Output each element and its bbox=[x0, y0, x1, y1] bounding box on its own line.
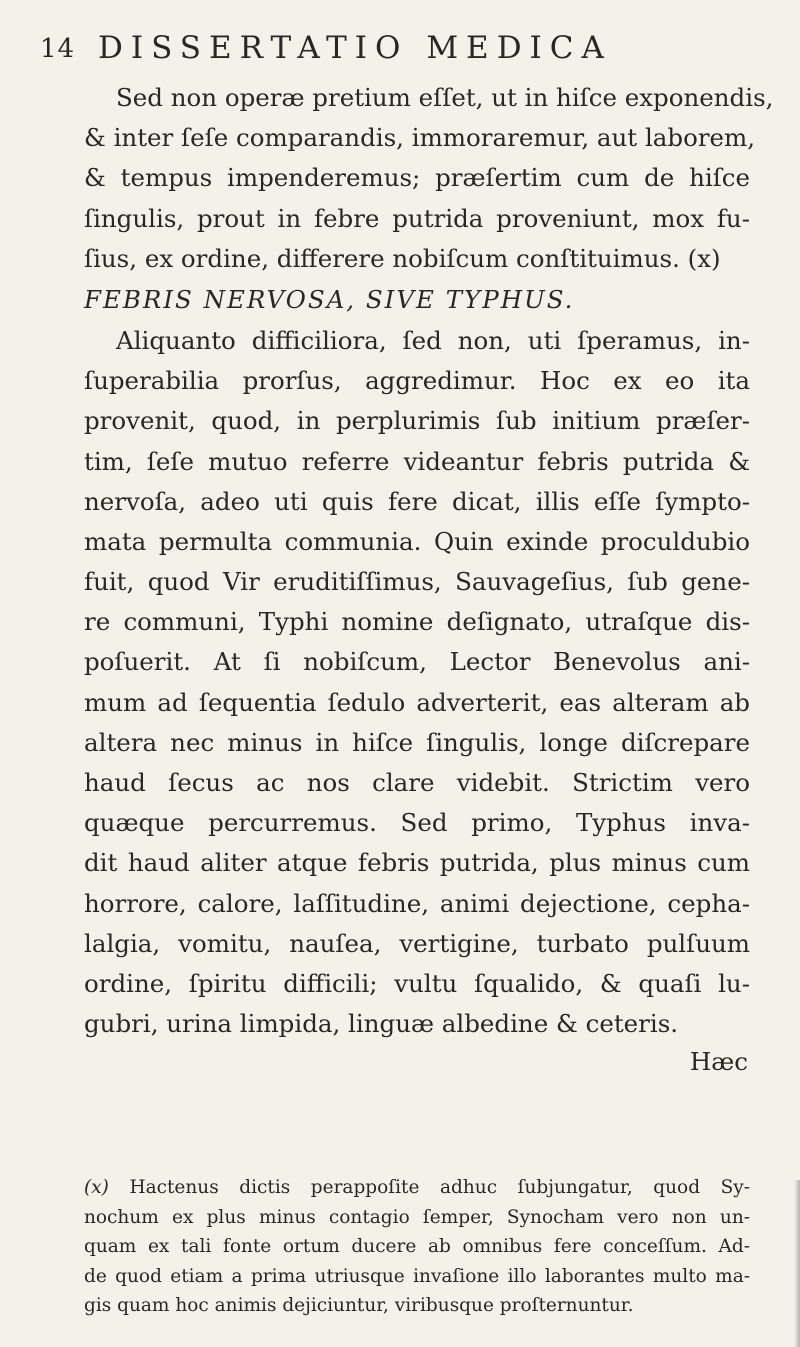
running-head: DISSERTATIO MEDICA bbox=[98, 30, 612, 66]
text-line: & tempus impenderemus; præſertim cum de hiſce bbox=[84, 163, 750, 193]
text-line: poſuerit. At ſi nobiſcum, Lector Benevolus ani- bbox=[84, 647, 750, 677]
section-heading: FEBRIS NERVOSA, SIVE TYPHUS. bbox=[84, 284, 575, 314]
text-line: mum ad ſequentia ſedulo adverterit, eas alteram ab bbox=[84, 687, 750, 717]
footnote-line: gis quam hoc animis dejiciuntur, viribusque proſternuntur. bbox=[84, 1295, 634, 1316]
text-line: fuit, quod Vir eruditiſſimus, Sauvageſius, ſub gene- bbox=[84, 567, 750, 597]
page-edge-shadow bbox=[794, 1180, 800, 1347]
text-line: lalgia, vomitu, nauſea, vertigine, turbato pulſuum bbox=[84, 928, 750, 958]
page-header bbox=[40, 30, 760, 70]
footnote-text: Hactenus dictis perappoſite adhuc ſubjungatur, quod Sy- bbox=[129, 1177, 750, 1198]
text-line: & inter ſeſe comparandis, immoraremur, aut laborem, bbox=[84, 123, 756, 153]
catchword: Hæc bbox=[689, 1047, 748, 1077]
footnote-line bbox=[84, 1173, 750, 1203]
text-line: re communi, Typhi nomine deſignato, utraſque dis- bbox=[84, 607, 750, 637]
text-line: dit haud aliter atque febris putrida, plus minus cum bbox=[84, 848, 750, 878]
text-line: Aliquanto difficiliora, ſed non, uti ſperamus, in- bbox=[116, 325, 750, 355]
text-line: nervoſa, adeo uti quis fere dicat, illis eſſe ſympto- bbox=[84, 486, 750, 516]
text-line: ordine, ſpiritu difficili; vultu ſqualido, & quaſi lu- bbox=[84, 968, 750, 998]
text-line: altera nec minus in hiſce ſingulis, longe diſcrepare bbox=[84, 727, 750, 757]
text-line: haud ſecus ac nos clare videbit. Strictim vero bbox=[84, 768, 750, 797]
page-number: 14 bbox=[40, 34, 76, 64]
text-line: provenit, quod, in perplurimis ſub initium præſer- bbox=[84, 406, 750, 436]
text-line: ſingulis, prout in febre putrida proveniunt, mox fu- bbox=[84, 203, 750, 233]
main-text bbox=[84, 78, 774, 1080]
text-line: horrore, calore, laſſitudine, animi dejectione, cepha- bbox=[84, 888, 750, 918]
footnote-line: quam ex tali fonte ortum ducere ab omnibus fere conceſſum. Ad- bbox=[84, 1236, 750, 1257]
footnote-line: de quod etiam a prima utriusque invaſione illo laborantes multo ma- bbox=[84, 1265, 750, 1287]
footnote bbox=[84, 1173, 750, 1321]
footnote-line: nochum ex plus minus contagio ſemper, Synocham vero non un- bbox=[84, 1206, 750, 1228]
text-line: quæque percurremus. Sed primo, Typhus inva- bbox=[84, 808, 750, 838]
text-line: Sed non operæ pretium eſſet, ut in hiſce exponendis, bbox=[116, 83, 774, 112]
text-line: tim, ſeſe mutuo referre videantur febris putrida & bbox=[84, 446, 750, 476]
text-line: mata permulta communia. Quin exinde proculdubio bbox=[84, 526, 750, 556]
text-line: ſuperabilia prorſus, aggredimur. Hoc ex eo ita bbox=[84, 366, 750, 396]
text-line: ſius, ex ordine, differere nobiſcum conſtituimus. (x) bbox=[84, 243, 721, 273]
footnote-mark: (x) bbox=[84, 1177, 109, 1198]
text-line: gubri, urina limpida, linguæ albedine & ceteris. bbox=[84, 1009, 679, 1039]
